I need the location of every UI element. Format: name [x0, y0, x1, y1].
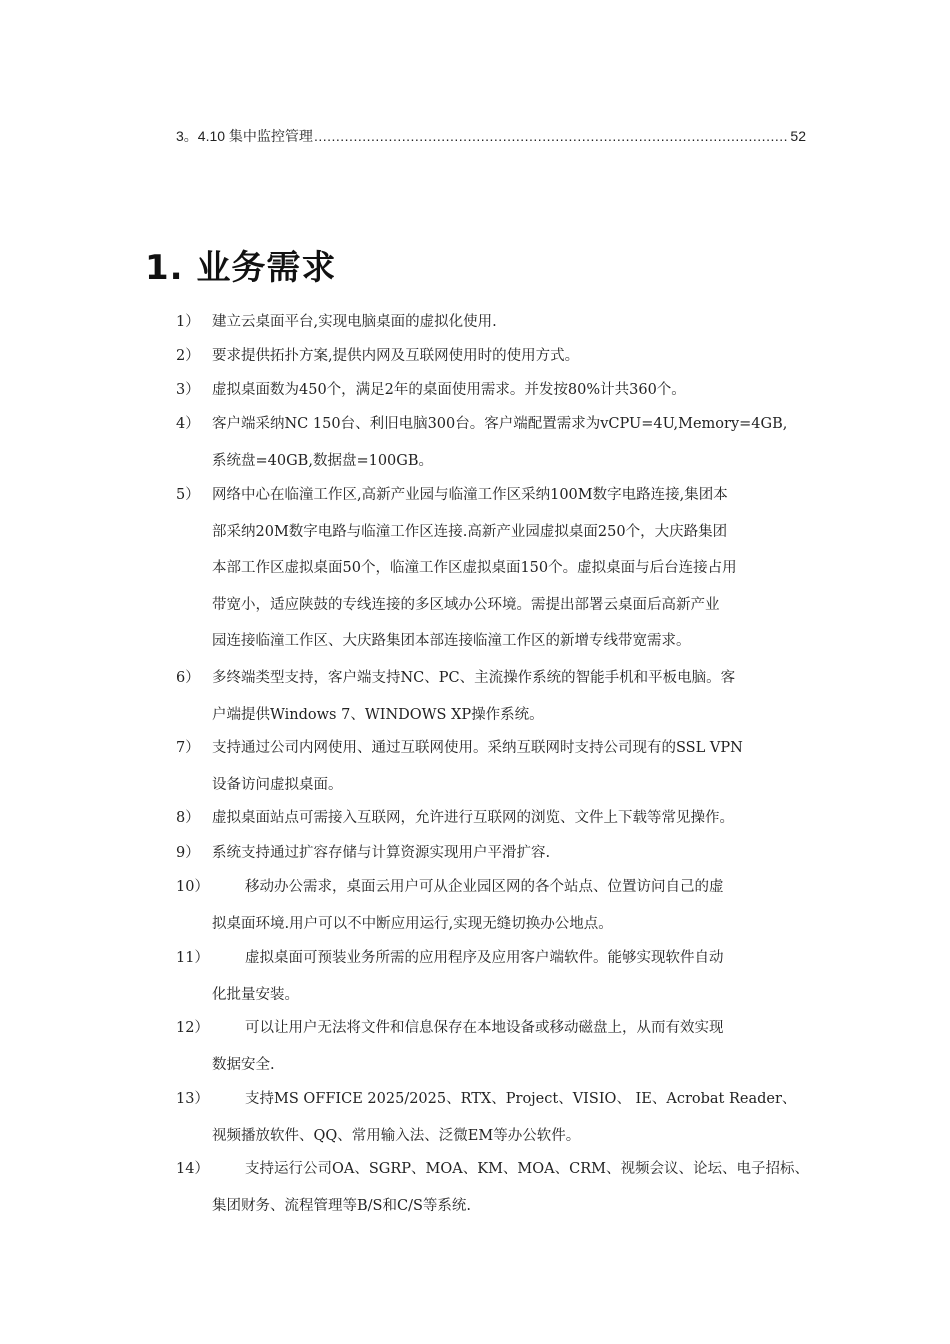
list-item-line: 数据安全.	[212, 1056, 275, 1073]
list-item-line: 移动办公需求，桌面云用户可从企业园区网的各个站点、位置访问自己的虚	[245, 879, 724, 895]
list-item-line: 视频播放软件、QQ、常用输入法、泛微EM等办公软件。	[212, 1127, 581, 1144]
list-item	[176, 338, 816, 375]
list-item	[176, 835, 816, 872]
list-item-line: 化批量安装。	[212, 986, 299, 1003]
list-item-line: 建立云桌面平台,实现电脑桌面的虚拟化使用.	[212, 314, 497, 330]
toc-entry-page: 52	[790, 128, 806, 144]
list-item-number: 8）	[176, 810, 200, 826]
list-item-number: 13）	[176, 1091, 209, 1107]
list-item-number: 7）	[176, 740, 200, 756]
list-item-line: 集团财务、流程管理等B/S和C/S等系统.	[212, 1197, 471, 1214]
list-item-line: 支持MS OFFICE 2025/2025、RTX、Project、VISIO、 IE、Acrobat Reader、	[245, 1091, 797, 1107]
list-item-number: 4）	[176, 416, 200, 432]
list-item-line: 虚拟桌面可预装业务所需的应用程序及应用客户端软件。能够实现软件自动	[245, 950, 724, 966]
list-item-line: 客户端采纳NC 150台、利旧电脑300台。客户端配置需求为vCPU=4U,Memory=4GB,	[212, 416, 788, 432]
list-item-number: 9）	[176, 845, 200, 861]
list-item	[176, 940, 816, 1013]
list-item-line: 带宽小，适应陕鼓的专线连接的多区域办公环境。需提出部署云桌面后高新产业	[212, 596, 720, 613]
list-item	[176, 660, 816, 733]
list-item-line: 系统盘=40GB,数据盘=100GB。	[212, 452, 434, 469]
list-item-line: 户端提供Windows 7、WINDOWS XP操作系统。	[212, 706, 544, 723]
list-item-number: 5）	[176, 487, 200, 503]
list-item-line: 多终端类型支持，客户端支持NC、PC、主流操作系统的智能手机和平板电脑。客	[212, 670, 736, 686]
list-item-line: 可以让用户无法将文件和信息保存在本地设备或移动磁盘上，从而有效实现	[245, 1020, 724, 1036]
list-item	[176, 372, 816, 409]
list-item-number: 12）	[176, 1020, 209, 1036]
list-item-number: 11）	[176, 950, 209, 966]
section-heading: 1. 业务需求	[145, 248, 337, 288]
list-item	[176, 869, 816, 942]
list-item-line: 虚拟桌面站点可需接入互联网，允许进行互联网的浏览、文件上下载等常见操作。	[212, 810, 734, 826]
list-item-line: 支持通过公司内网使用、通过互联网使用。采纳互联网时支持公司现有的SSL VPN	[212, 740, 743, 756]
list-item-number: 3）	[176, 382, 200, 398]
list-item-line: 部采纳20M数字电路与临潼工作区连接.高新产业园虚拟桌面250个，大庆路集团	[212, 523, 728, 540]
list-item	[176, 477, 816, 660]
list-item	[176, 1081, 816, 1154]
list-item-number: 2）	[176, 348, 200, 364]
list-item-number: 14）	[176, 1161, 209, 1177]
list-item	[176, 1151, 816, 1224]
toc-entry-label: 3。4.10 集中监控管理	[176, 128, 313, 144]
list-item	[176, 730, 816, 803]
list-item	[176, 800, 816, 837]
list-item-line: 本部工作区虚拟桌面50个，临潼工作区虚拟桌面150个。虚拟桌面与后台连接占用	[212, 560, 737, 576]
list-item-line: 拟桌面环境.用户可以不中断应用运行,实现无缝切换办公地点。	[212, 915, 613, 932]
list-item-line: 设备访问虚拟桌面。	[212, 776, 343, 793]
list-item-number: 1）	[176, 314, 200, 330]
list-item-line: 支持运行公司OA、SGRP、MOA、KM、MOA、CRM、视频会议、论坛、电子招标、	[245, 1161, 809, 1177]
list-item	[176, 1010, 816, 1083]
list-item-line: 虚拟桌面数为450个，满足2年的桌面使用需求。并发按80%计共360个。	[212, 382, 686, 398]
list-item-line: 要求提供拓扑方案,提供内网及互联网使用时的使用方式。	[212, 348, 580, 364]
list-item-number: 10）	[176, 879, 209, 895]
list-item	[176, 304, 816, 341]
list-item-line: 园连接临潼工作区、大庆路集团本部连接临潼工作区的新增专线带宽需求。	[212, 633, 691, 649]
list-item-line: 网络中心在临潼工作区,高新产业园与临潼工作区采纳100M数字电路连接,集团本	[212, 487, 728, 503]
list-item	[176, 406, 816, 479]
list-item-number: 6）	[176, 670, 200, 686]
list-item-line: 系统支持通过扩容存储与计算资源实现用户平滑扩容.	[212, 845, 551, 861]
